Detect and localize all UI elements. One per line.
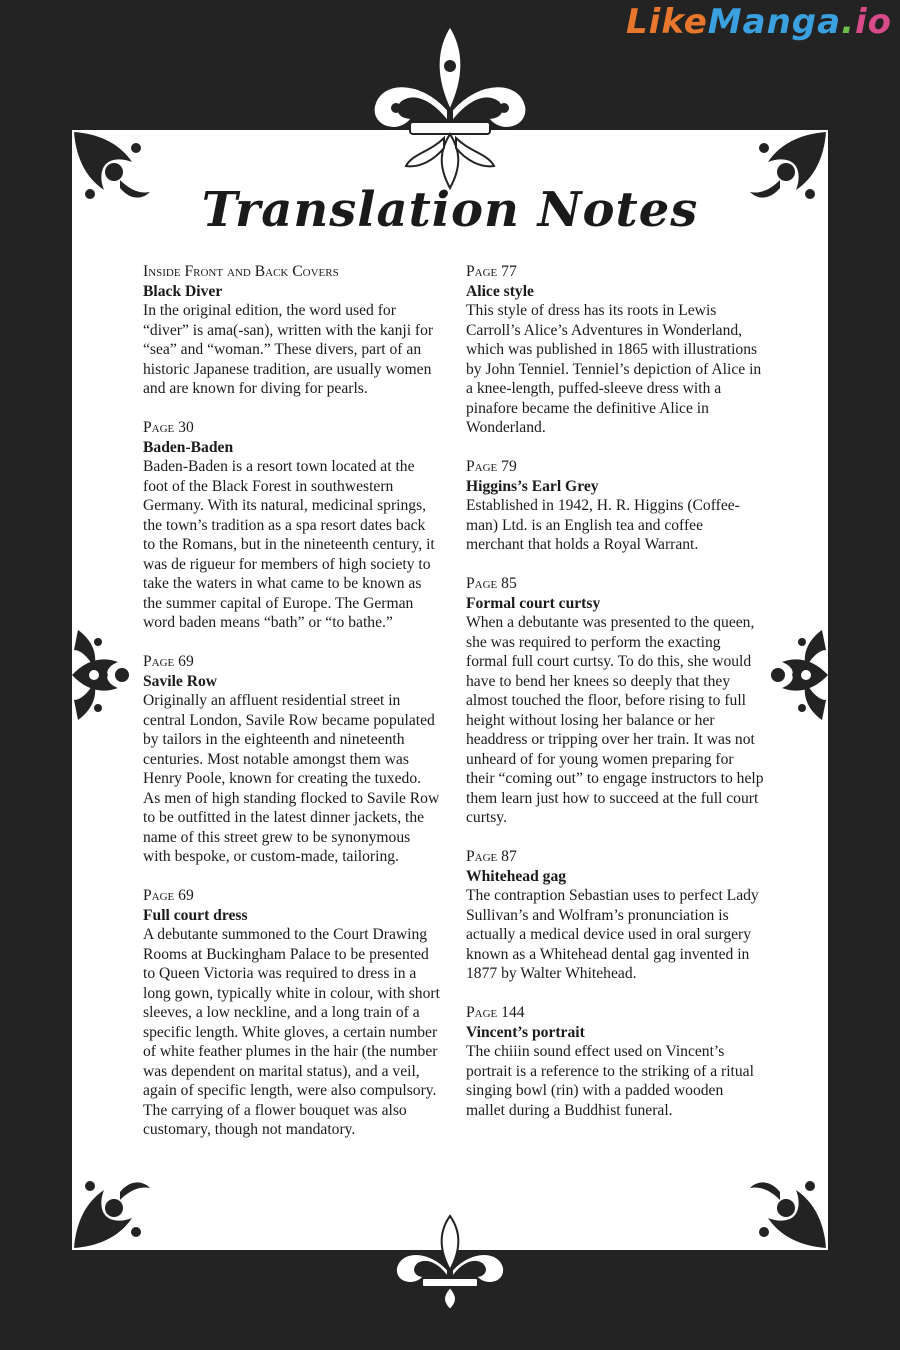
note-body: When a debutante was presented to the queen, she was required to perform the exacting formal full court curtsy. To do this, she would have to bend her knees so deeply that they almost touched the floor, before rising to full height without losing her balance or her headdress or tripping over her train. It was not unheard of for young women preparing for their “coming out” to engage instructors to help them learn just how to succeed at the full court curtsy.	[466, 614, 764, 826]
note-item	[143, 652, 441, 867]
fleur-de-lis-top-icon	[360, 18, 540, 193]
note-item	[466, 574, 764, 828]
fleur-de-lis-bottom-icon	[388, 1212, 512, 1312]
note-item	[143, 886, 441, 1140]
note-page-ref: Page 69	[143, 887, 194, 904]
note-item	[466, 1003, 764, 1120]
note-body: Originally an affluent residential street in central London, Savile Row became populated by tailors in the eighteenth and nineteenth centuries. Most notable amongst them was Henry Poole, known for creating the tuxedo. As men of high standing flocked to Savile Row to be outfitted in the latest dinner jackets, the name of this street grew to be synonymous with bespoke, or custom-made, tailoring.	[143, 692, 440, 865]
note-item	[143, 418, 441, 633]
site-watermark: LikeManga.io	[626, 2, 892, 42]
note-page-ref: Page 144	[466, 1004, 525, 1021]
notes-column-right	[466, 262, 764, 1140]
notes-column-left	[143, 262, 441, 1159]
note-page-ref: Page 69	[143, 653, 194, 670]
note-body: Baden-Baden is a resort town located at the foot of the Black Forest in southwestern Germany. With its natural, medicinal springs, the town’s tradition as a spa resort dates back to the Romans, but in the nineteenth century, it was de rigueur for members of high society to take the waters in what came to be known as the summer capital of Europe. The German word baden means “bath” or “to bathe.”	[143, 458, 435, 631]
note-item	[466, 457, 764, 555]
note-item	[466, 262, 764, 438]
note-heading: Savile Row	[143, 672, 218, 690]
corner-ornament-bottom-right-icon	[744, 1166, 830, 1252]
note-heading: Full court dress	[143, 906, 248, 924]
note-body: Established in 1942, H. R. Higgins (Coffee-man) Ltd. is an English tea and coffee merchant that holds a Royal Warrant.	[466, 497, 740, 553]
corner-ornament-bottom-left-icon	[70, 1166, 156, 1252]
note-body: A debutante summoned to the Court Drawing Rooms at Buckingham Palace to be presented to Queen Victoria was required to dress in a long gown, typically white in colour, with short sleeves, a low neckline, and a long train of a specific length. White gloves, a certain number of white feather plumes in the hair (the number was dependent on marital status), and a veil, again of specific length, were also compulsory. The carrying of a flower bouquet was also customary, though not mandatory.	[143, 926, 440, 1138]
note-heading: Whitehead gag	[466, 867, 567, 885]
note-page-ref: Page 77	[466, 263, 517, 280]
note-page-ref: Inside Front and Back Covers	[143, 263, 339, 280]
note-body: This style of dress has its roots in Lewis Carroll’s Alice’s Adventures in Wonderland, which was published in 1865 with illustrations by John Tenniel. Tenniel’s depiction of Alice in a knee-length, puffed-sleeve dress with a pinafore became the definitive Alice in Wonderland.	[466, 302, 762, 436]
note-page-ref: Page 85	[466, 575, 517, 592]
note-page-ref: Page 79	[466, 458, 517, 475]
note-heading: Formal court curtsy	[466, 594, 601, 612]
note-heading: Black Diver	[143, 282, 223, 300]
note-body: The contraption Sebastian uses to perfect Lady Sullivan’s and Wolfram’s pronunciation is actually a medical device used in oral surgery known as a Whitehead dental gag invented in 1877 by Walter Whitehead.	[466, 887, 759, 982]
note-item	[466, 847, 764, 984]
note-page-ref: Page 87	[466, 848, 517, 865]
note-item	[143, 262, 441, 399]
note-body: In the original edition, the word used for “diver” is ama(-san), written with the kanji for “sea” and “woman.” These divers, part of an historic Japanese tradition, are usually women and are known for diving for pearls.	[143, 302, 434, 397]
note-body: The chiiin sound effect used on Vincent’s portrait is a reference to the striking of a ritual singing bowl (rin) with a padded wooden mallet during a Buddhist funeral.	[466, 1043, 754, 1119]
side-ornament-left-icon	[72, 620, 134, 730]
side-ornament-right-icon	[766, 620, 828, 730]
page-title: Translation Notes	[201, 182, 699, 238]
note-heading: Baden-Baden	[143, 438, 234, 456]
note-heading: Alice style	[466, 282, 534, 300]
note-heading: Higgins’s Earl Grey	[466, 477, 599, 495]
note-page-ref: Page 30	[143, 419, 194, 436]
note-heading: Vincent’s portrait	[466, 1023, 585, 1041]
